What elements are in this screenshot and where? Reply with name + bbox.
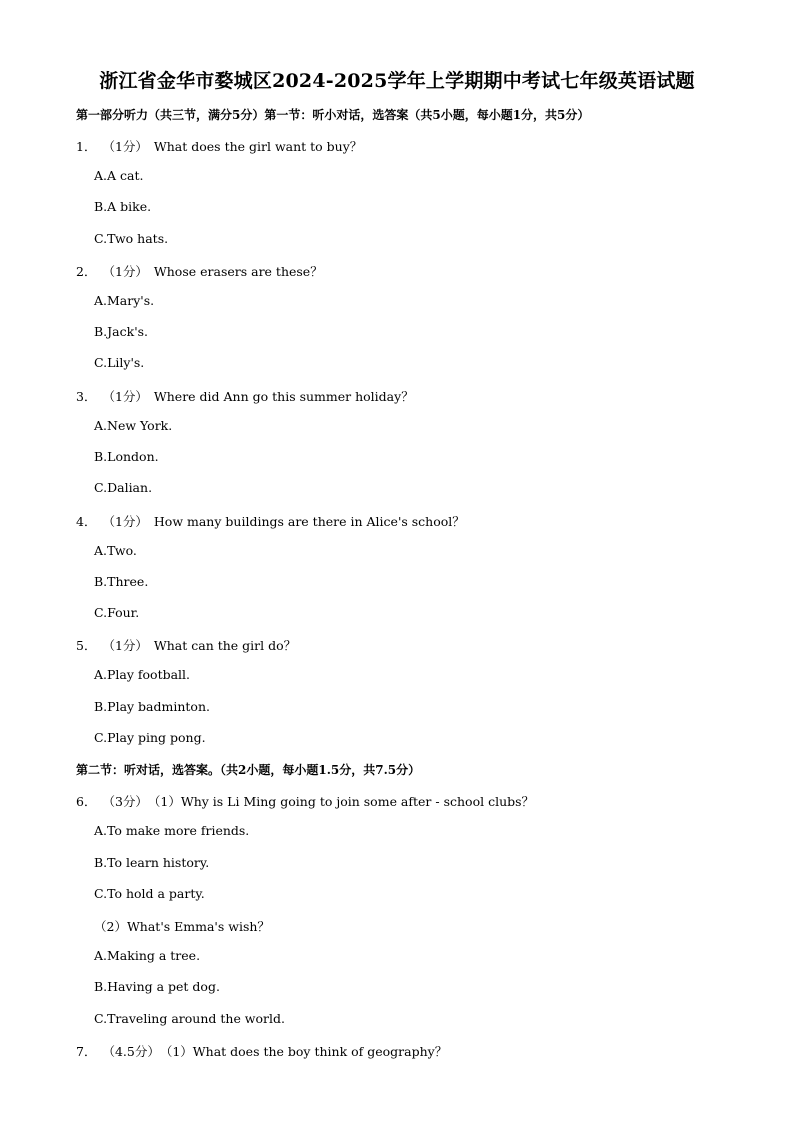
q4-option-a: A.Two. xyxy=(94,543,137,558)
q1-option-c: C.Two hats. xyxy=(94,231,169,246)
q6-2-option-b: B.Having a pet dog. xyxy=(94,979,220,994)
question-2: 2． （1分） Whose erasers are these？ xyxy=(76,264,323,279)
q6-1-option-a: A.To make more friends. xyxy=(94,823,250,838)
question-7: 7． （4.5分）（1）What does the boy think of geography？ xyxy=(76,1044,448,1059)
q1-option-a: A.A cat. xyxy=(94,168,144,183)
q3-option-a: A.New York. xyxy=(94,418,173,433)
question-4: 4． （1分） How many buildings are there in Alice's school？ xyxy=(76,514,465,529)
q6-1-option-b: B.To learn history. xyxy=(94,855,210,870)
q1-option-b: B.A bike. xyxy=(94,199,152,214)
q6-2-option-c: C.Traveling around the world. xyxy=(94,1011,285,1026)
q4-option-c: C.Four. xyxy=(94,605,140,620)
q2-option-a: A.Mary's. xyxy=(94,293,155,308)
question-6: 6． （3分）（1）Why is Li Ming going to join some after - school clubs？ xyxy=(76,794,535,809)
q2-option-c: C.Lily's. xyxy=(94,355,145,370)
page-title: 浙江省金华市婺城区2024-2025学年上学期期中考试七年级英语试题 xyxy=(99,70,695,92)
question-5: 5． （1分）What can the girl do？ xyxy=(76,638,297,653)
q6-2-option-a: A.Making a tree. xyxy=(94,948,201,963)
q4-option-b: B.Three. xyxy=(94,574,149,589)
q5-option-b: B.Play badminton. xyxy=(94,699,210,714)
question-1: 1． （1分）What does the girl want to buy？ xyxy=(76,139,363,154)
q6-1-option-c: C.To hold a party. xyxy=(94,886,205,901)
q6-subquestion-2: （2）What's Emma's wish？ xyxy=(94,919,270,934)
part1-heading: 第一部分听力（共三节，满分5分）第一节：听小对话，选答案（共5小题，每小题1分，共5分） xyxy=(76,108,590,122)
q5-option-a: A.Play football. xyxy=(94,667,191,682)
q3-option-c: C.Dalian. xyxy=(94,480,153,495)
q2-option-b: B.Jack's. xyxy=(94,324,149,339)
question-3: 3． （1分）Where did Ann go this summer holiday？ xyxy=(76,389,414,404)
q5-option-c: C.Play ping pong. xyxy=(94,730,206,745)
q3-option-b: B.London. xyxy=(94,449,159,464)
section2-heading: 第二节：听对话，选答案。（共2小题，每小题1.5分，共7.5分） xyxy=(76,763,421,777)
